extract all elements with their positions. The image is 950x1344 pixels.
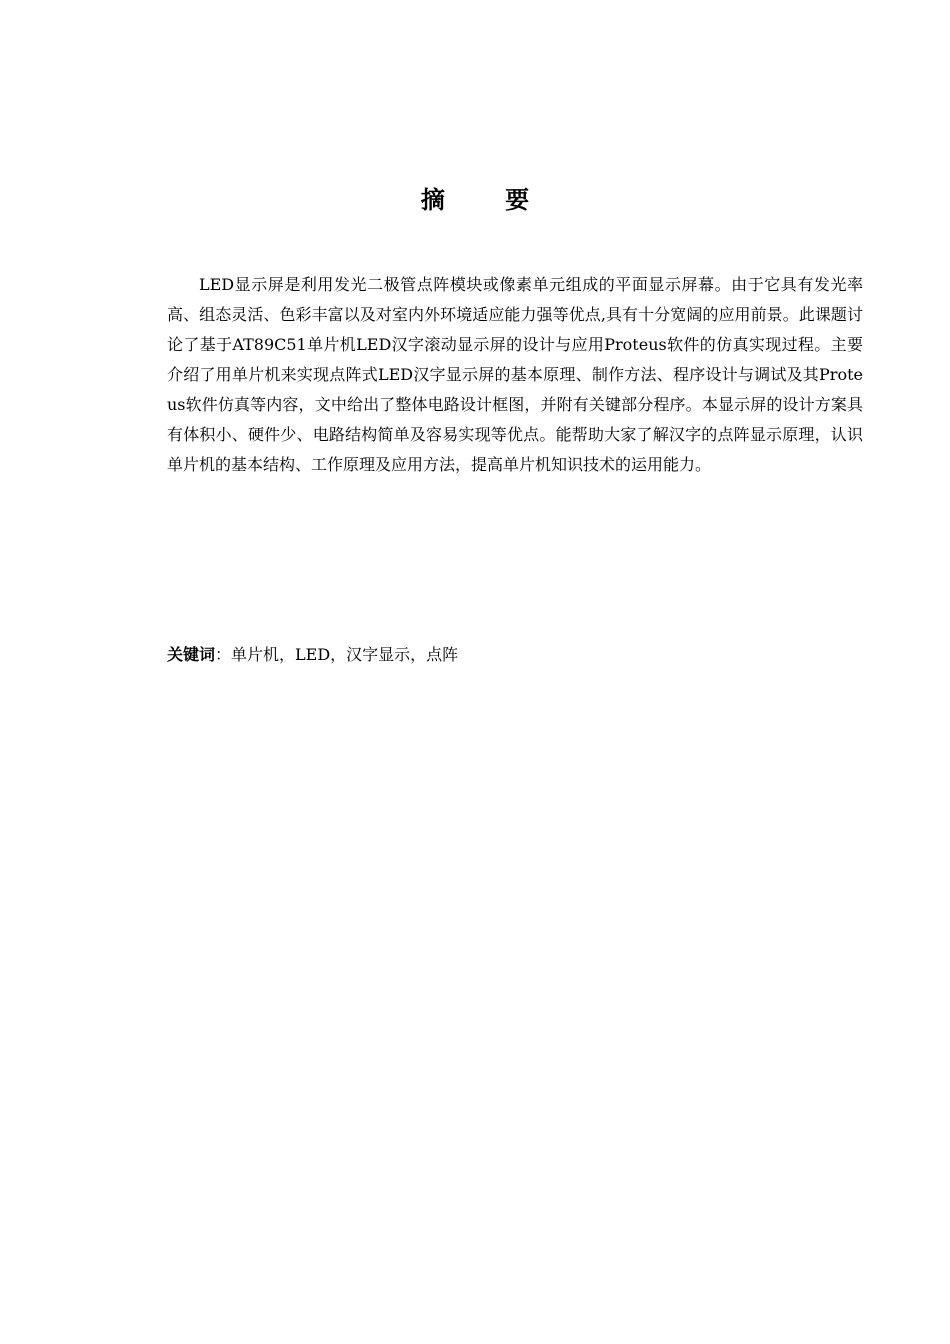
page-title: 摘 要 [420, 186, 556, 214]
keywords-value: 单片机，LED，汉字显示，点阵 [231, 645, 459, 664]
abstract-paragraph: LED显示屏是利用发光二极管点阵模块或像素单元组成的平面显示屏幕。由于它具有发光率高、组态灵活、色彩丰富以及对室内外环境适应能力强等优点,具有十分宽阔的应用前景。此课题讨论了基于AT89C51单片机LED汉字滚动显示屏的设计与应用Proteus软件的仿真实现过程。主要介绍了用单片机来实现点阵式LED汉字显示屏的基本原理、制作方法、程序设计与调试及其Proteus软件仿真等内容，文中给出了整体电路设计框图，并附有关键部分程序。本显示屏的设计方案具有体积小、硬件少、电路结构简单及容易实现等优点。能帮助大家了解汉字的点阵显示原理，认识单片机的基本结构、工作原理及应用方法，提高单片机知识技术的运用能力。 [167, 275, 863, 474]
keywords-label: 关键词 [167, 645, 216, 664]
keywords-line [167, 640, 863, 670]
keywords-separator: ： [215, 645, 232, 664]
